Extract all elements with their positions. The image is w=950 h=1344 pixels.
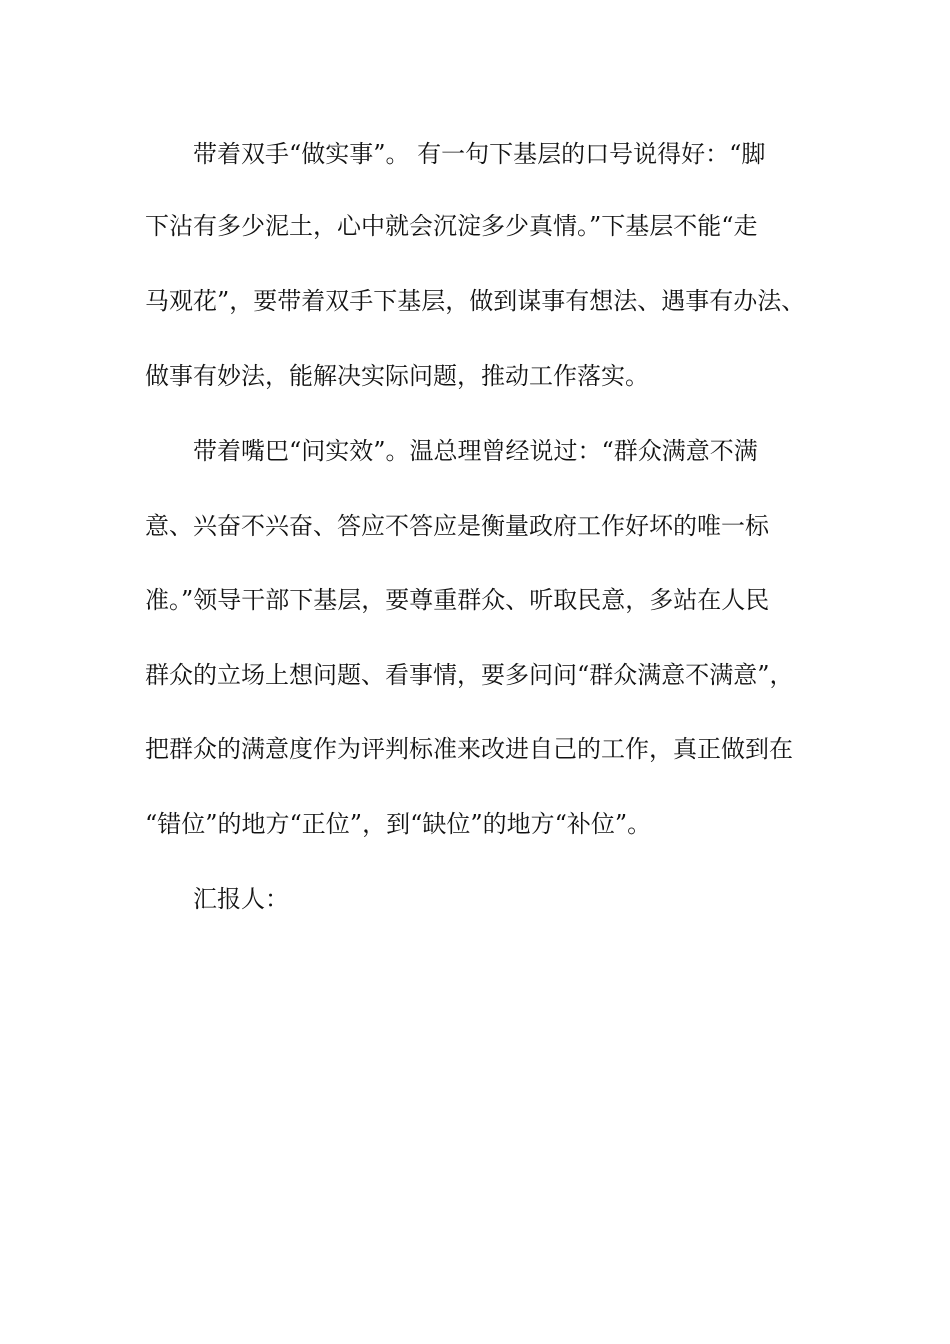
paragraph-1-line-1: 带着双手“做实事”。 有一句下基层的口号说得好：“脚: [193, 140, 766, 168]
paragraph-1-line-2: 下沾有多少泥土，心中就会沉淀多少真情。”下基层不能“走: [145, 212, 758, 240]
paragraph-2-line-3: 准。”领导干部下基层，要尊重群众、听取民意，多站在人民: [145, 586, 770, 614]
paragraph-2-line-2: 意、兴奋不兴奋、答应不答应是衡量政府工作好坏的唯一标: [145, 512, 769, 540]
paragraph-1-line-4: 做事有妙法，能解决实际问题，推动工作落实。: [145, 362, 649, 390]
paragraph-2-line-4: 群众的立场上想问题、看事情，要多问问“群众满意不满意”，: [145, 661, 794, 689]
paragraph-2-line-1: 带着嘴巴“问实效”。温总理曾经说过：“群众满意不满: [193, 437, 758, 465]
paragraph-2-line-6: “错位”的地方“正位”，到“缺位”的地方“补位”。: [145, 810, 652, 838]
paragraph-1-line-3: 马观花”，要带着双手下基层，做到谋事有想法、遇事有办法、: [145, 287, 806, 315]
reporter-label: 汇报人：: [193, 885, 289, 913]
paragraph-2-line-5: 把群众的满意度作为评判标准来改进自己的工作，真正做到在: [145, 735, 793, 763]
